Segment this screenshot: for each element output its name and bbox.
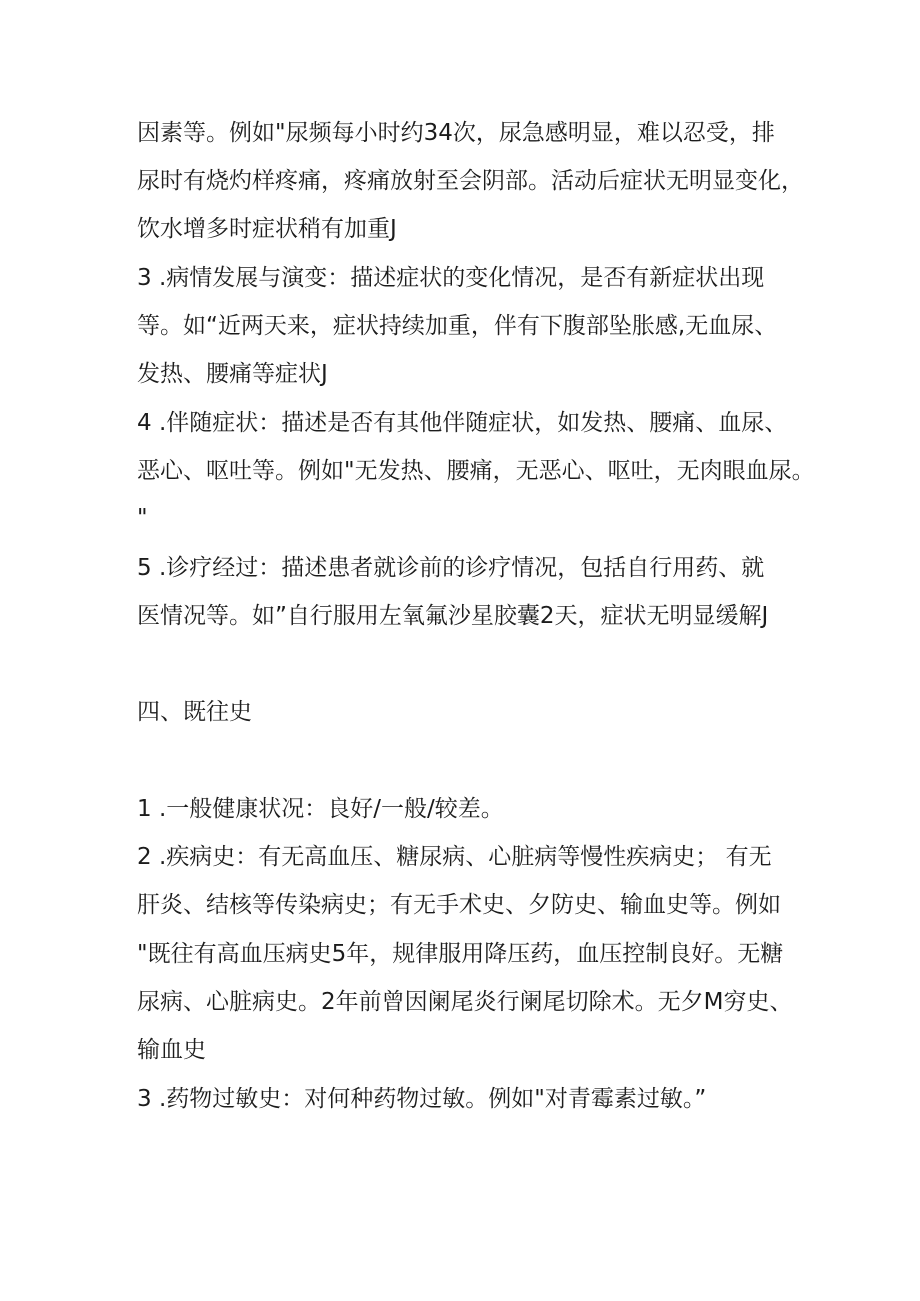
list-item-3-line: 3 .病情发展与演变：描述症状的变化情况，是否有新症状出现 xyxy=(137,265,765,291)
paragraph-line: 尿时有烧灼样疼痛，疼痛放射至会阴部。活动后症状无明显变化， xyxy=(137,168,804,194)
list-item-5-line: 5 .诊疗经过：描述患者就诊前的诊疗情况，包括自行用药、就 xyxy=(137,555,765,581)
section-heading: 四、既往史 xyxy=(137,699,252,725)
history-item-2-line: 2 .疾病史：有无高血压、糖尿病、心脏病等慢性疾病史； 有无 xyxy=(137,844,772,870)
history-item-2-line: 尿病、心脏病史。2年前曾因阑尾炎行阑尾切除术。无夕M穷史、 xyxy=(137,989,793,1015)
list-item-4-line: 恶心、呕吐等。例如"无发热、腰痛，无恶心、呕吐，无肉眼血尿。 xyxy=(137,458,815,484)
paragraph-line: 因素等。例如"尿频每小时约34次，尿急感明显，难以忍受，排 xyxy=(137,120,775,146)
history-item-3-line: 3 .药物过敏史：对何种药物过敏。例如"对青霉素过敏。” xyxy=(137,1086,707,1112)
list-item-3-line: 发热、腰痛等症状J xyxy=(137,361,328,387)
list-item-4-line: " xyxy=(137,505,148,531)
list-item-5-line: 医情况等。如”自行服用左氧氟沙星胶囊2天，症状无明显缓解J xyxy=(137,603,769,629)
history-item-2-line: 肝炎、结核等传染病史；有无手术史、夕防史、输血史等。例如 xyxy=(137,892,781,918)
list-item-3-line: 等。如“近两天来，症状持续加重，伴有下腹部坠胀感,无血尿、 xyxy=(137,313,778,339)
paragraph-line: 饮水增多时症状稍有加重J xyxy=(137,216,397,242)
history-item-2-line: "既往有高血压病史5年，规律服用降压药，血压控制良好。无糖 xyxy=(137,941,784,967)
history-item-1-line: 1 .一般健康状况：良好/一般/较差。 xyxy=(137,796,504,822)
history-item-2-line: 输血史 xyxy=(137,1037,206,1063)
list-item-4-line: 4 .伴随症状：描述是否有其他伴随症状，如发热、腰痛、血尿、 xyxy=(137,410,788,436)
